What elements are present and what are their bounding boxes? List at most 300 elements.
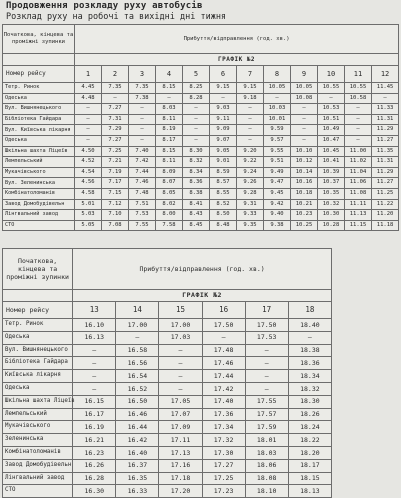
time-cell: 11.45 [372, 83, 399, 94]
time-cell: 4.52 [75, 157, 102, 168]
table-row [3, 344, 332, 357]
time-cell: 4.45 [75, 83, 102, 94]
time-cell: 7.38 [129, 93, 156, 104]
time-cell: 8.52 [210, 199, 237, 210]
time-cell: 9.26 [237, 178, 264, 189]
stops-header: Початкова, кінцева та проміжні зупинки [3, 25, 75, 54]
table-row [3, 114, 399, 125]
time-cell: 16.35 [116, 472, 159, 485]
time-cell: 8.02 [156, 199, 183, 210]
time-cell: 9.11 [210, 114, 237, 125]
time-cell: 11.25 [372, 188, 399, 199]
table-row [3, 157, 399, 168]
time-cell: 17.25 [202, 472, 245, 485]
stop-name: Шкільна шахта Ліцеїв [3, 395, 73, 408]
time-cell: 16.30 [73, 485, 116, 498]
time-cell: 10.05 [291, 83, 318, 94]
time-cell: 18.32 [288, 382, 331, 395]
time-cell: 9.07 [210, 135, 237, 146]
time-cell: 17.27 [202, 459, 245, 472]
time-cell: 8.38 [183, 188, 210, 199]
stop-name: Вул. Вишнянецького [3, 344, 73, 357]
time-cell: — [183, 135, 210, 146]
time-cell: 8.00 [156, 210, 183, 221]
time-cell: 4.58 [75, 188, 102, 199]
time-cell: 16.28 [73, 472, 116, 485]
time-cell: 8.57 [210, 178, 237, 189]
time-cell: 10.41 [318, 157, 345, 168]
time-cell: 5.05 [75, 220, 102, 231]
time-cell: 8.48 [210, 220, 237, 231]
time-cell: 16.10 [73, 319, 116, 332]
stop-name: СТО [3, 485, 73, 498]
time-cell: 8.50 [210, 210, 237, 221]
stop-name: Вул. Київська лікарня [3, 125, 75, 136]
time-cell: 10.18 [291, 188, 318, 199]
time-cell: 18.24 [288, 421, 331, 434]
time-cell: 10.47 [318, 135, 345, 146]
time-cell: 8.05 [156, 188, 183, 199]
table-row [3, 395, 332, 408]
time-cell: 10.05 [264, 83, 291, 94]
graph-blank-cell [3, 290, 73, 302]
time-cell: 18.03 [245, 446, 288, 459]
time-cell: 9.31 [237, 199, 264, 210]
table-row [3, 421, 332, 434]
table-header-row [3, 25, 399, 54]
run-number: 8 [264, 66, 291, 83]
time-cell: 9.28 [237, 188, 264, 199]
time-cell: 9.03 [210, 104, 237, 115]
time-cell: 18.13 [288, 485, 331, 498]
time-cell: 7.21 [102, 157, 129, 168]
time-cell: — [245, 357, 288, 370]
table-row [3, 210, 399, 221]
time-cell: 11.33 [372, 104, 399, 115]
time-cell: 10.35 [318, 188, 345, 199]
time-cell: 11.29 [372, 167, 399, 178]
run-number-label: Номер рейсу [3, 66, 75, 83]
graph-row [3, 290, 332, 302]
table-row [3, 382, 332, 395]
time-cell: 17.13 [159, 446, 202, 459]
time-cell: 7.53 [129, 210, 156, 221]
page-title: Продовження розкладу руху автобусів [6, 1, 203, 11]
time-cell: 8.17 [156, 135, 183, 146]
time-cell: 17.20 [159, 485, 202, 498]
time-cell: 16.52 [116, 382, 159, 395]
time-cell: — [159, 370, 202, 383]
stop-name: Одеська [3, 331, 73, 344]
time-cell: 4.50 [75, 146, 102, 157]
time-cell: 10.32 [318, 199, 345, 210]
stop-name: Мукачівського [3, 167, 75, 178]
time-cell: 8.43 [183, 210, 210, 221]
time-cell: 18.06 [245, 459, 288, 472]
run-number: 12 [372, 66, 399, 83]
table-row [3, 125, 399, 136]
time-cell: 16.54 [116, 370, 159, 383]
time-cell: 10.10 [291, 146, 318, 157]
time-cell: — [264, 93, 291, 104]
stop-name: Лемпельський [3, 408, 73, 421]
time-cell: 18.38 [288, 344, 331, 357]
time-cell: 10.49 [318, 125, 345, 136]
time-cell: 11.18 [372, 220, 399, 231]
table-row [3, 459, 332, 472]
time-cell: 10.45 [318, 146, 345, 157]
time-cell: 7.42 [129, 157, 156, 168]
time-cell: 17.30 [202, 446, 245, 459]
time-cell: — [75, 104, 102, 115]
time-cell: — [116, 331, 159, 344]
time-cell: 7.15 [102, 188, 129, 199]
time-cell: 9.47 [264, 178, 291, 189]
stop-name: Тетр. Ринок [3, 83, 75, 94]
run-number-row [3, 302, 332, 319]
time-cell: 9.42 [264, 199, 291, 210]
time-cell: — [156, 93, 183, 104]
time-cell: 11.02 [345, 157, 372, 168]
time-cell: 17.42 [202, 382, 245, 395]
time-cell: 9.40 [264, 210, 291, 221]
time-cell: — [183, 104, 210, 115]
time-cell: 16.46 [116, 408, 159, 421]
time-cell: 16.40 [116, 446, 159, 459]
stop-name: Вул. Зеленинська [3, 178, 75, 189]
time-cell: 16.17 [73, 408, 116, 421]
time-cell: — [245, 370, 288, 383]
time-cell: 7.44 [129, 167, 156, 178]
stop-name: Зеленинська [3, 434, 73, 447]
run-number: 2 [102, 66, 129, 83]
time-cell: 17.16 [159, 459, 202, 472]
table-row [3, 146, 399, 157]
time-cell: 8.11 [156, 114, 183, 125]
time-cell: — [129, 135, 156, 146]
time-cell: 7.31 [102, 114, 129, 125]
time-cell: — [73, 382, 116, 395]
time-cell: 8.45 [183, 220, 210, 231]
time-cell: 11.31 [372, 114, 399, 125]
time-cell: 8.15 [156, 146, 183, 157]
time-cell: — [73, 357, 116, 370]
time-cell: 17.07 [159, 408, 202, 421]
time-cell: 17.57 [245, 408, 288, 421]
time-cell: 9.35 [237, 220, 264, 231]
stop-name: Лінгвальний завод [3, 472, 73, 485]
table-row [3, 83, 399, 94]
time-cell: — [245, 344, 288, 357]
time-cell: — [159, 382, 202, 395]
time-cell: 16.19 [73, 421, 116, 434]
time-cell: 10.12 [291, 157, 318, 168]
time-cell: 11.00 [345, 146, 372, 157]
times-header: Прибуття/відправлення (год. хв.) [73, 249, 332, 290]
run-number-label: Номер рейсу [3, 302, 73, 319]
time-cell: — [210, 93, 237, 104]
time-cell: — [75, 114, 102, 125]
time-cell: 9.01 [210, 157, 237, 168]
table-row [3, 319, 332, 332]
time-cell: — [237, 114, 264, 125]
time-cell: 18.08 [245, 472, 288, 485]
table-row [3, 135, 399, 146]
time-cell: 17.18 [159, 472, 202, 485]
time-cell: 16.21 [73, 434, 116, 447]
time-cell: 9.38 [264, 220, 291, 231]
time-cell: 18.30 [288, 395, 331, 408]
stop-name: Одеська [3, 382, 73, 395]
time-cell: 10.55 [345, 83, 372, 94]
time-cell: 10.58 [345, 93, 372, 104]
time-cell: 7.17 [102, 178, 129, 189]
time-cell: 17.44 [202, 370, 245, 383]
time-cell: 17.53 [245, 331, 288, 344]
time-cell: 10.23 [291, 210, 318, 221]
time-cell: 8.32 [183, 157, 210, 168]
table-row [3, 357, 332, 370]
time-cell: — [102, 93, 129, 104]
time-cell: 11.08 [345, 188, 372, 199]
time-cell: 16.42 [116, 434, 159, 447]
run-number: 6 [210, 66, 237, 83]
stop-name: Комбінатоломанів [3, 446, 73, 459]
time-cell: 10.30 [318, 210, 345, 221]
time-cell: 11.15 [345, 220, 372, 231]
time-cell: 9.05 [210, 146, 237, 157]
time-cell: 7.19 [102, 167, 129, 178]
time-cell: 9.51 [264, 157, 291, 168]
time-cell: 7.27 [102, 104, 129, 115]
time-cell: 16.15 [73, 395, 116, 408]
stop-name: Мукачівського [3, 421, 73, 434]
time-cell: 9.15 [237, 83, 264, 94]
time-cell: 17.40 [202, 395, 245, 408]
time-cell: 8.19 [156, 125, 183, 136]
time-cell: 16.33 [116, 485, 159, 498]
graph-label: ГРАФІК №2 [73, 290, 332, 302]
time-cell: 8.11 [156, 157, 183, 168]
time-cell: — [345, 125, 372, 136]
table-row [3, 199, 399, 210]
stop-name: Одеська [3, 93, 75, 104]
table-row [3, 485, 332, 498]
time-cell: — [318, 93, 345, 104]
run-number: 4 [156, 66, 183, 83]
table-row [3, 370, 332, 383]
run-number: 18 [288, 302, 331, 319]
time-cell: 10.08 [291, 93, 318, 104]
graph-blank-cell [3, 54, 75, 66]
time-cell: — [202, 331, 245, 344]
stop-name: СТО [3, 220, 75, 231]
time-cell: — [129, 114, 156, 125]
stop-name: Бібліотека Гайдара [3, 357, 73, 370]
table-row [3, 331, 332, 344]
run-number: 3 [129, 66, 156, 83]
stop-name: Шкільна шахта Ліцеїв [3, 146, 75, 157]
time-cell: — [183, 125, 210, 136]
time-cell: 4.56 [75, 178, 102, 189]
time-cell: 10.03 [264, 104, 291, 115]
time-cell: 17.46 [202, 357, 245, 370]
time-cell: 17.50 [245, 319, 288, 332]
time-cell: 9.22 [237, 157, 264, 168]
graph-label: ГРАФІК №2 [75, 54, 399, 66]
time-cell: 9.59 [264, 125, 291, 136]
time-cell: 5.03 [75, 210, 102, 221]
time-cell: 8.36 [183, 178, 210, 189]
time-cell: 16.13 [73, 331, 116, 344]
table-row [3, 93, 399, 104]
time-cell: 18.10 [245, 485, 288, 498]
time-cell: 11.06 [345, 178, 372, 189]
stop-name: Лемпельський [3, 157, 75, 168]
time-cell: 11.22 [372, 199, 399, 210]
time-cell: 7.48 [129, 188, 156, 199]
time-cell: — [237, 135, 264, 146]
time-cell: 17.55 [245, 395, 288, 408]
time-cell: 11.11 [345, 199, 372, 210]
time-cell: 9.55 [264, 146, 291, 157]
time-cell: 11.31 [372, 157, 399, 168]
time-cell: 17.05 [159, 395, 202, 408]
time-cell: 9.20 [237, 146, 264, 157]
stop-name: Завод Домобудівельн [3, 459, 73, 472]
time-cell: 7.51 [129, 199, 156, 210]
run-number: 10 [318, 66, 345, 83]
time-cell: 18.36 [288, 357, 331, 370]
time-cell: 17.59 [245, 421, 288, 434]
time-cell: 9.24 [237, 167, 264, 178]
time-cell: 11.13 [345, 210, 372, 221]
time-cell: 9.09 [210, 125, 237, 136]
time-cell: 7.40 [129, 146, 156, 157]
table-row [3, 220, 399, 231]
table-row [3, 446, 332, 459]
time-cell: 7.25 [102, 146, 129, 157]
time-cell: — [288, 331, 331, 344]
time-cell: 8.55 [210, 188, 237, 199]
graph-row [3, 54, 399, 66]
table-row [3, 104, 399, 115]
time-cell: 18.40 [288, 319, 331, 332]
time-cell: 9.49 [264, 167, 291, 178]
run-number: 11 [345, 66, 372, 83]
time-cell: 11.27 [372, 135, 399, 146]
time-cell: 8.25 [183, 83, 210, 94]
time-cell: 7.35 [129, 83, 156, 94]
times-header: Прибуття/відправлення (год. хв.) [75, 25, 399, 54]
time-cell: — [291, 104, 318, 115]
time-cell: 10.53 [318, 104, 345, 115]
stop-name: Лінгвальний завод [3, 210, 75, 221]
time-cell: 10.21 [291, 199, 318, 210]
time-cell: — [291, 114, 318, 125]
stop-name: Завод Домобудівельн [3, 199, 75, 210]
time-cell: 7.08 [102, 220, 129, 231]
time-cell: 7.35 [102, 83, 129, 94]
time-cell: — [183, 114, 210, 125]
time-cell: 17.50 [202, 319, 245, 332]
time-cell: 18.20 [288, 446, 331, 459]
time-cell: 17.09 [159, 421, 202, 434]
time-cell: 7.55 [129, 220, 156, 231]
time-cell: 10.25 [291, 220, 318, 231]
time-cell: 8.30 [183, 146, 210, 157]
time-cell: 16.37 [116, 459, 159, 472]
time-cell: 9.45 [264, 188, 291, 199]
time-cell: 9.33 [237, 210, 264, 221]
time-cell: 8.03 [156, 104, 183, 115]
time-cell: — [245, 382, 288, 395]
stop-name: Київська лікарня [3, 370, 73, 383]
time-cell: 4.48 [75, 93, 102, 104]
time-cell: — [159, 344, 202, 357]
time-cell: — [159, 357, 202, 370]
run-number: 9 [291, 66, 318, 83]
time-cell: 8.34 [183, 167, 210, 178]
time-cell: 8.28 [183, 93, 210, 104]
time-cell: — [73, 370, 116, 383]
schedule-table-1 [2, 24, 399, 231]
stop-name: Вул. Вишнянецького [3, 104, 75, 115]
time-cell: 7.58 [156, 220, 183, 231]
time-cell: — [372, 93, 399, 104]
run-number: 15 [159, 302, 202, 319]
time-cell: 17.34 [202, 421, 245, 434]
time-cell: 17.00 [116, 319, 159, 332]
time-cell: 9.15 [210, 83, 237, 94]
time-cell: 4.54 [75, 167, 102, 178]
time-cell: 9.57 [264, 135, 291, 146]
time-cell: — [237, 104, 264, 115]
table-row [3, 188, 399, 199]
stop-name: Одеська [3, 135, 75, 146]
run-number: 17 [245, 302, 288, 319]
page-subtitle: Розклад руху на робочі та вихідні дні тижня [6, 12, 227, 22]
stop-name: Комбінатоломанів [3, 188, 75, 199]
time-cell: 18.22 [288, 434, 331, 447]
time-cell: 10.01 [264, 114, 291, 125]
stops-header: Початкова, кінцева та проміжні зупинки [3, 249, 73, 290]
stop-name: Тетр. Ринок [3, 319, 73, 332]
table-row [3, 434, 332, 447]
time-cell: 18.34 [288, 370, 331, 383]
time-cell: — [129, 104, 156, 115]
time-cell: 7.12 [102, 199, 129, 210]
time-cell: 16.56 [116, 357, 159, 370]
time-cell: 8.15 [156, 83, 183, 94]
run-number: 14 [116, 302, 159, 319]
run-number: 7 [237, 66, 264, 83]
time-cell: 11.29 [372, 125, 399, 136]
time-cell: — [237, 125, 264, 136]
table-row [3, 178, 399, 189]
time-cell: 10.37 [318, 178, 345, 189]
time-cell: — [345, 104, 372, 115]
run-number: 16 [202, 302, 245, 319]
time-cell: 11.35 [372, 146, 399, 157]
time-cell: 17.32 [202, 434, 245, 447]
time-cell: — [291, 135, 318, 146]
time-cell: 18.17 [288, 459, 331, 472]
table-row [3, 167, 399, 178]
time-cell: 8.59 [210, 167, 237, 178]
time-cell: 5.01 [75, 199, 102, 210]
run-number-row [3, 66, 399, 83]
